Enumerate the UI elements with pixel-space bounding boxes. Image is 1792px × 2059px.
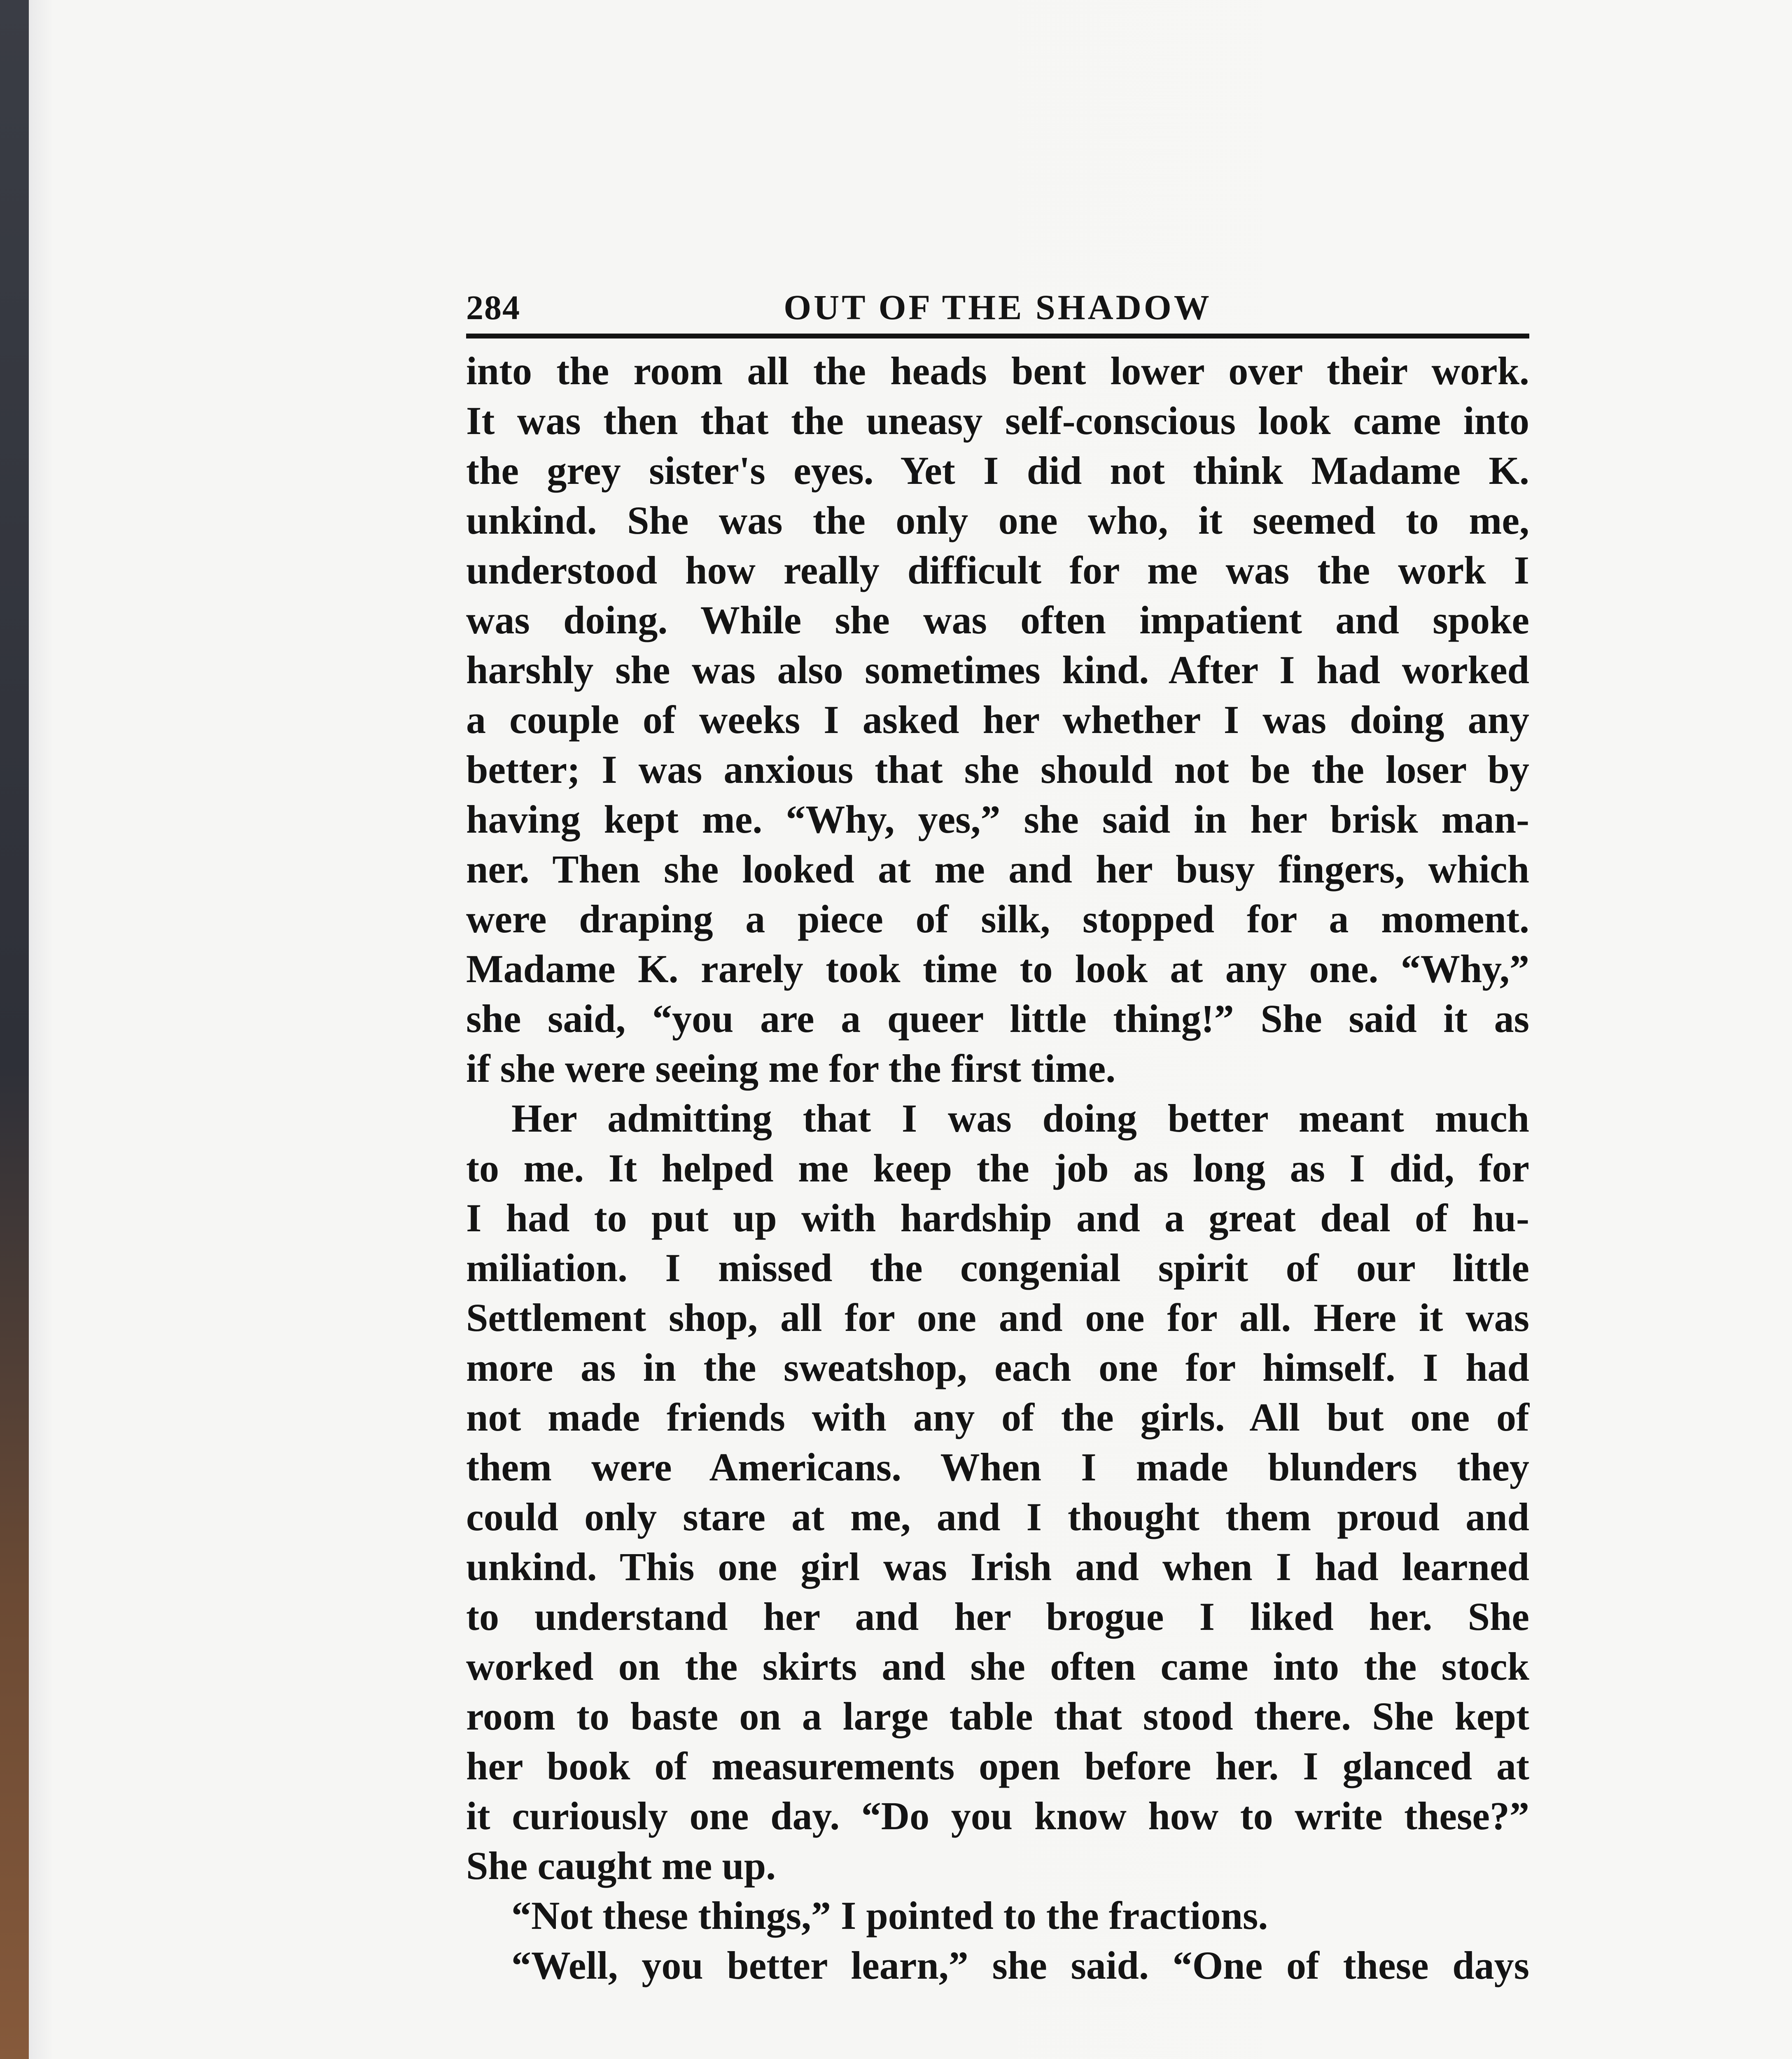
- text-line: ner. Then she looked at me and her busy fingers, which: [466, 847, 1529, 891]
- scan-background-edge: [0, 0, 29, 2059]
- text-line: “Well, you better learn,” she said. “One of these days: [511, 1943, 1529, 1987]
- text-line: them were Americans. When I made blunders they: [466, 1445, 1529, 1489]
- text-line: understood how really difficult for me was the work I: [466, 548, 1529, 592]
- running-head: [466, 280, 1529, 338]
- text-line: better; I was anxious that she should not be the loser by: [466, 747, 1529, 791]
- text-line: unkind. She was the only one who, it seemed to me,: [466, 498, 1529, 542]
- text-line: It was then that the uneasy self-conscious look came into: [466, 399, 1529, 443]
- text-line: to me. It helped me keep the job as long as I did, for: [466, 1146, 1529, 1190]
- text-line: worked on the skirts and she often came into the stock: [466, 1644, 1529, 1688]
- text-line: she said, “you are a queer little thing!” She said it as: [466, 997, 1529, 1041]
- page-number: 284: [466, 289, 520, 327]
- text-line: not made friends with any of the girls. All but one of: [466, 1395, 1529, 1439]
- text-line: were draping a piece of silk, stopped for a moment.: [466, 897, 1529, 941]
- text-line: was doing. While she was often impatient and spoke: [466, 598, 1529, 642]
- text-line: into the room all the heads bent lower over their work.: [466, 349, 1529, 393]
- text-line: to understand her and her brogue I liked her. She: [466, 1594, 1529, 1639]
- text-line: more as in the sweatshop, each one for himself. I had: [466, 1345, 1529, 1389]
- text-line: miliation. I missed the congenial spirit of our little: [466, 1246, 1529, 1290]
- text-line: it curiously one day. “Do you know how to write these?”: [466, 1794, 1529, 1838]
- text-line: having kept me. “Why, yes,” she said in her brisk man-: [466, 797, 1529, 841]
- text-line: room to baste on a large table that stood there. She kept: [466, 1694, 1529, 1738]
- text-line: unkind. This one girl was Irish and when I had learned: [466, 1545, 1529, 1589]
- text-line: “Not these things,” I pointed to the fractions.: [511, 1893, 1268, 1938]
- text-line: could only stare at me, and I thought them proud and: [466, 1495, 1529, 1539]
- text-line: harshly she was also sometimes kind. After I had worked: [466, 648, 1529, 692]
- body-text: [466, 346, 1529, 1990]
- text-line: I had to put up with hardship and a great deal of hu-: [466, 1196, 1529, 1240]
- text-line: a couple of weeks I asked her whether I was doing any: [466, 698, 1529, 742]
- book-page: [29, 0, 1792, 2059]
- running-title: OUT OF THE SHADOW: [784, 287, 1212, 327]
- text-line: if she were seeing me for the first time.: [466, 1046, 1116, 1090]
- text-line: Settlement shop, all for one and one for all. Here it was: [466, 1296, 1529, 1340]
- text-line: She caught me up.: [466, 1844, 776, 1888]
- text-line: Madame K. rarely took time to look at any one. “Why,”: [466, 947, 1529, 991]
- text-block: [466, 280, 1529, 1990]
- text-line: Her admitting that I was doing better meant much: [511, 1096, 1529, 1140]
- text-line: the grey sister's eyes. Yet I did not think Madame K.: [466, 448, 1529, 493]
- text-line: her book of measurements open before her. I glanced at: [466, 1744, 1529, 1788]
